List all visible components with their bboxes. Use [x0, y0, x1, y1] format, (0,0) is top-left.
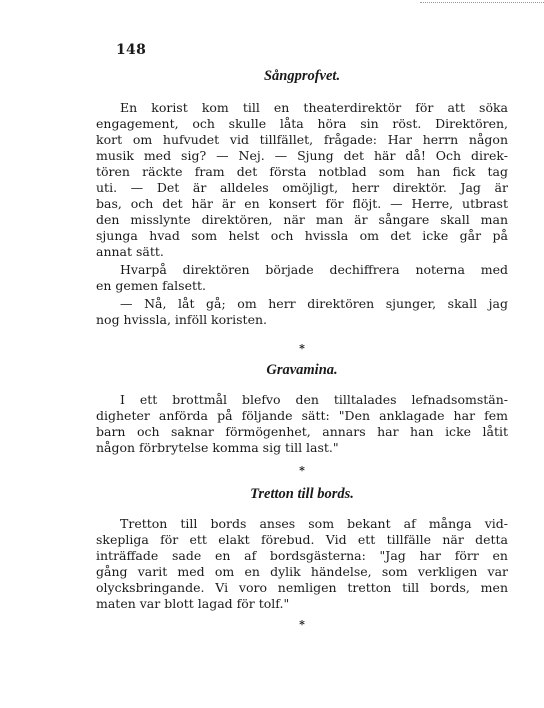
paragraph-gravamina-1: [96, 392, 508, 456]
paragraph-tretton-1: [96, 516, 508, 612]
text-line: maten var blott lagad för tolf.": [96, 596, 290, 611]
text-line: annat sätt.: [96, 244, 164, 259]
text-line: musik med sig? — Nej. — Sjung det här då! Och direk-: [96, 148, 508, 163]
text-line: — Nå, låt gå; om herr direktören sjunger, skall jag: [120, 296, 508, 311]
section-separator-asterisk: *: [299, 342, 305, 355]
text-line: en gemen falsett.: [96, 278, 207, 293]
text-line: någon förbrytelse komma sig till last.": [96, 440, 339, 455]
text-line: uti. — Det är alldeles omöjligt, herr direktör. Jag är: [96, 180, 508, 195]
text-line: kort om hufvudet vid tillfället, frågade: Har herrn någon: [96, 132, 508, 147]
text-line: nog hvissla, inföll koristen.: [96, 312, 267, 327]
paragraph-sangprofvet-1: [96, 100, 508, 260]
top-edge-rule: [420, 2, 544, 3]
text-line: gång varit med om en dylik händelse, som verkligen var: [96, 564, 508, 579]
text-line: digheter anförda på följande sätt: "Den anklagade har fem: [96, 408, 508, 423]
text-line: barn och saknar förmögenhet, annars har han icke låtit: [96, 424, 508, 439]
section-title-tretton-till-bords: Tretton till bords.: [250, 486, 354, 502]
paragraph-sangprofvet-2: [96, 262, 508, 294]
section-separator-asterisk: *: [299, 618, 305, 631]
text-line: den misslynte direktören, när man är sångare skall man: [96, 212, 508, 227]
text-line: I ett brottmål blefvo den tilltalades lefnadsomstän-: [120, 392, 508, 407]
text-line: Hvarpå direktören började dechiffrera noterna med: [120, 262, 508, 277]
section-title-sangprofvet: Sångprofvet.: [263, 68, 341, 84]
paragraph-sangprofvet-3: [96, 296, 508, 328]
text-line: skepliga för ett elakt förebud. Vid ett tillfälle när detta: [96, 532, 508, 547]
page-number: 148: [116, 42, 147, 58]
text-line: tören räckte fram det första notblad som han fick tag: [96, 164, 508, 179]
text-line: olycksbringande. Vi voro nemligen tretton till bords, men: [96, 580, 508, 595]
text-line: sjunga hvad som helst och hvissla om det icke går på: [96, 228, 508, 243]
text-line: inträffade sade en af bordsgästerna: "Jag har förr en: [96, 548, 508, 563]
section-title-gravamina: Gravamina.: [266, 362, 338, 378]
text-line: bas, och det här är en konsert för flöjt. — Herre, utbrast: [96, 196, 508, 211]
text-line: Tretton till bords anses som bekant af många vid-: [120, 516, 508, 531]
text-line: engagement, och skulle låta höra sin röst. Direktören,: [96, 116, 508, 131]
text-line: En korist kom till en theaterdirektör för att söka: [120, 100, 508, 115]
section-separator-asterisk: *: [299, 464, 305, 477]
